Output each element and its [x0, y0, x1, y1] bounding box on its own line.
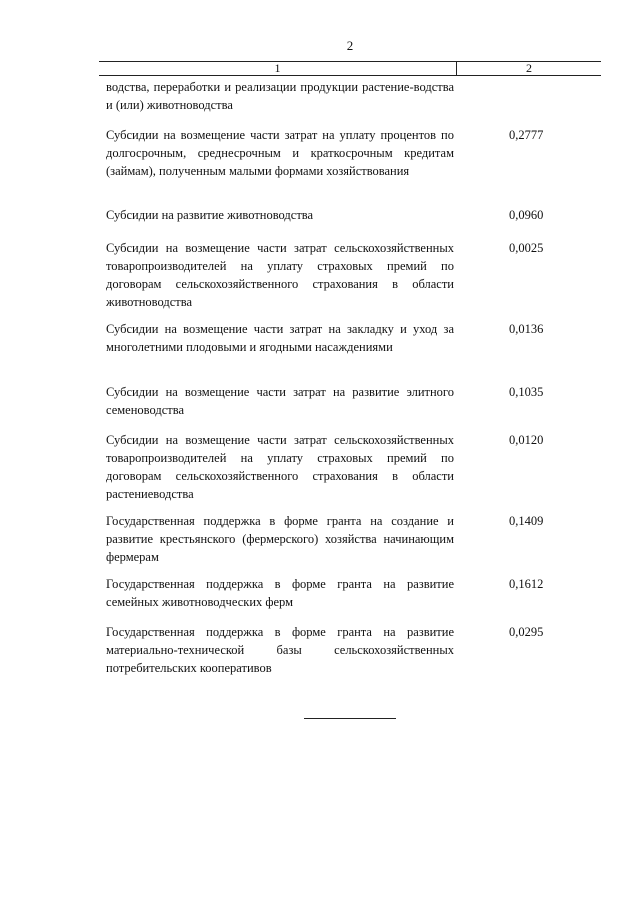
footer-divider: [304, 718, 396, 719]
row-description: Субсидии на развитие животноводства: [106, 208, 314, 222]
row-description: Государственная поддержка в форме гранта на развитие материально-технической базы сельскохозяйственных потребительских кооперативов: [106, 625, 454, 675]
row-description: Субсидии на возмещение части затрат на уплату процентов по долгосрочным, среднесрочным и краткосрочным кредитам (займам), полученным малыми формами хозяйствования: [106, 128, 454, 178]
table-row: [106, 239, 600, 311]
row-value: 0,0136: [509, 322, 544, 336]
row-value: 0,0120: [509, 433, 544, 447]
page-number: 2: [346, 38, 354, 53]
row-value: 0,1612: [509, 577, 544, 591]
row-value: 0,0960: [509, 208, 544, 222]
row-description: Субсидии на возмещение части затрат сельскохозяйственных товаропроизводителей на уплату страховых премий по договорам сельскохозяйственного страхования в области растениеводства: [106, 433, 454, 501]
row-description: водства, переработки и реализации продукции растение-водства и (или) животноводства: [106, 80, 454, 112]
row-description: Субсидии на возмещение части затрат на развитие элитного семеноводства: [106, 385, 454, 417]
table-row: [106, 126, 600, 180]
row-description: Государственная поддержка в форме гранта на развитие семейных животноводческих ферм: [106, 577, 454, 609]
row-description: Субсидии на возмещение части затрат на закладку и уход за многолетними плодовыми и ягодными насаждениями: [106, 322, 454, 354]
row-value: 0,2777: [509, 128, 544, 142]
row-description: Субсидии на возмещение части затрат сельскохозяйственных товаропроизводителей на уплату страховых премий по договорам сельскохозяйственного страхования в области животноводства: [106, 241, 454, 309]
table-header-col-1: 1: [99, 62, 457, 75]
row-value: 0,0295: [509, 625, 544, 639]
row-value: 0,1409: [509, 514, 544, 528]
table-row: [106, 78, 600, 114]
table-header: [99, 61, 601, 76]
table-row: [106, 512, 600, 566]
table-row: [106, 320, 600, 356]
row-value: 0,0025: [509, 241, 544, 255]
row-description: Государственная поддержка в форме гранта на создание и развитие крестьянского (фермерского) хозяйства начинающим фермерам: [106, 514, 454, 564]
table-row: [106, 383, 600, 419]
table-row: [106, 623, 600, 677]
table-row: [106, 206, 600, 224]
row-value: 0,1035: [509, 385, 544, 399]
table-row: [106, 431, 600, 503]
table-row: [106, 575, 600, 611]
table-header-col-2: 2: [526, 61, 532, 75]
